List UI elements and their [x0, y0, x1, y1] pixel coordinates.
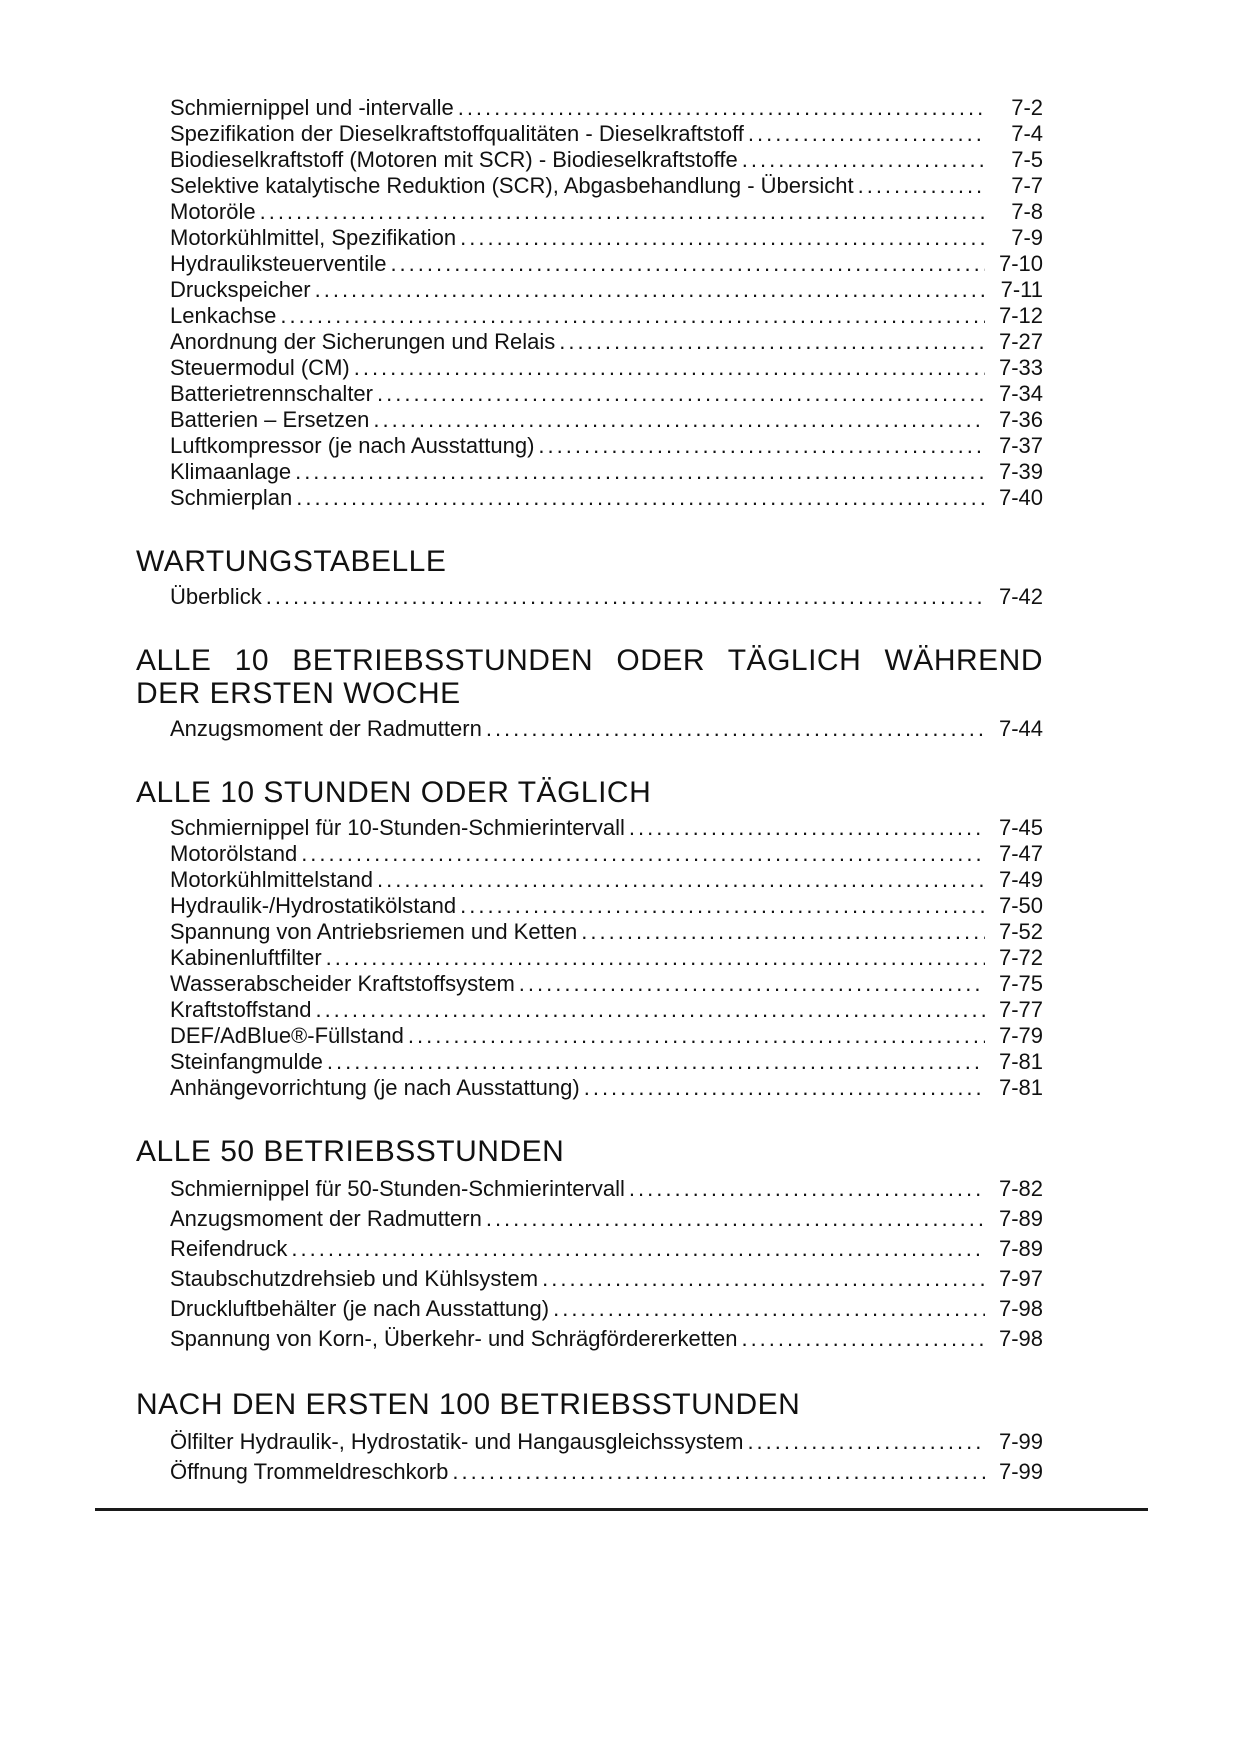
toc-entry — [136, 997, 1043, 1023]
toc-entry-title: Reifendruck — [170, 1236, 288, 1261]
dot-leader — [747, 1427, 985, 1457]
toc-entry-title: Luftkompressor (je nach Ausstattung) — [170, 433, 535, 458]
toc-entry-title: Motorölstand — [170, 841, 298, 866]
toc-entry — [136, 1023, 1043, 1049]
toc-entry-title: Anordnung der Sicherungen und Relais — [170, 329, 556, 354]
section-heading: ALLE 10 STUNDEN ODER TÄGLICH — [136, 776, 652, 809]
section-heading: ALLE 10 BETRIEBSSTUNDEN ODER TÄGLICH WÄHREND DER ERSTEN WOCHE — [136, 644, 1043, 710]
toc-entry-page-number: 7-40 — [998, 485, 1043, 510]
toc-entry-page-number: 7-5 — [1011, 147, 1043, 172]
toc-entry — [136, 199, 1043, 225]
dot-leader — [377, 867, 985, 893]
table-of-contents — [136, 95, 1043, 1487]
dot-leader — [748, 121, 985, 147]
toc-entry-title: Druckluftbehälter (je nach Ausstattung) — [170, 1296, 550, 1321]
toc-entry-page-number: 7-12 — [998, 303, 1043, 328]
dot-leader — [460, 225, 985, 251]
toc-entry — [136, 173, 1043, 199]
toc-entry-page-number: 7-8 — [1011, 199, 1043, 224]
dot-leader — [458, 95, 985, 121]
dot-leader — [373, 407, 985, 433]
toc-entry-title: Anzugsmoment der Radmuttern — [170, 716, 482, 741]
toc-entry-page-number: 7-2 — [1011, 95, 1043, 120]
toc-entry-page-number: 7-81 — [998, 1075, 1043, 1100]
toc-entry-page-number: 7-36 — [998, 407, 1043, 432]
toc-entry-page-number: 7-89 — [998, 1236, 1043, 1261]
toc-entry — [136, 584, 1043, 610]
toc-entry — [136, 1324, 1043, 1354]
toc-entry-title: Schmiernippel und -intervalle — [170, 95, 454, 120]
toc-entry-page-number: 7-75 — [998, 971, 1043, 996]
toc-entry-page-number: 7-79 — [998, 1023, 1043, 1048]
toc-entry-title: Lenkachse — [170, 303, 277, 328]
dot-leader — [315, 997, 985, 1023]
toc-entry-page-number: 7-97 — [998, 1266, 1043, 1291]
toc-entry — [136, 867, 1043, 893]
toc-entry-page-number: 7-98 — [998, 1296, 1043, 1321]
dot-leader — [538, 433, 985, 459]
toc-entry — [136, 971, 1043, 997]
toc-entry-title: Druckspeicher — [170, 277, 311, 302]
section-heading: WARTUNGSTABELLE — [136, 545, 447, 578]
toc-entry-page-number: 7-11 — [1000, 277, 1043, 302]
dot-leader — [542, 1264, 985, 1294]
toc-entry-title: Öffnung Trommeldreschkorb — [170, 1459, 449, 1484]
dot-leader — [559, 329, 985, 355]
toc-entry — [136, 815, 1043, 841]
toc-entry — [136, 1075, 1043, 1101]
toc-entry-title: Schmiernippel für 50-Stunden-Schmierintervall — [170, 1176, 625, 1201]
toc-entry-page-number: 7-49 — [998, 867, 1043, 892]
toc-entry — [136, 1049, 1043, 1075]
toc-entry — [136, 485, 1043, 511]
toc-entry — [136, 381, 1043, 407]
section-heading: NACH DEN ERSTEN 100 BETRIEBSSTUNDEN — [136, 1388, 801, 1421]
toc-entry-page-number: 7-37 — [998, 433, 1043, 458]
toc-entry — [136, 355, 1043, 381]
toc-entry-title: Batterietrennschalter — [170, 381, 373, 406]
dot-leader — [390, 251, 985, 277]
toc-entry — [136, 1234, 1043, 1264]
dot-leader — [858, 173, 985, 199]
toc-entry — [136, 1457, 1043, 1487]
toc-entry — [136, 407, 1043, 433]
toc-entry-page-number: 7-77 — [998, 997, 1043, 1022]
toc-entry-title: Überblick — [170, 584, 262, 609]
dot-leader — [629, 815, 985, 841]
toc-entry-title: Motorkühlmittel, Spezifikation — [170, 225, 457, 250]
toc-entry-page-number: 7-10 — [998, 251, 1043, 276]
toc-entry — [136, 277, 1043, 303]
toc-entry-title: Kraftstoffstand — [170, 997, 312, 1022]
dot-leader — [584, 1075, 985, 1101]
toc-entry-page-number: 7-44 — [998, 716, 1043, 741]
dot-leader — [280, 303, 985, 329]
toc-section — [136, 95, 1043, 511]
dot-leader — [581, 919, 985, 945]
toc-entry — [136, 303, 1043, 329]
toc-entry — [136, 1294, 1043, 1324]
toc-entry-page-number: 7-82 — [998, 1176, 1043, 1201]
toc-entry-page-number: 7-7 — [1011, 173, 1043, 198]
toc-entry-page-number: 7-42 — [998, 584, 1043, 609]
toc-entry — [136, 919, 1043, 945]
toc-entry-title: Batterien – Ersetzen — [170, 407, 370, 432]
toc-section — [136, 1135, 1043, 1354]
toc-entry-page-number: 7-99 — [998, 1459, 1043, 1484]
dot-leader — [408, 1023, 985, 1049]
dot-leader — [295, 459, 985, 485]
toc-entry-title: Spannung von Antriebsriemen und Ketten — [170, 919, 578, 944]
toc-entry — [136, 1204, 1043, 1234]
toc-entry-title: DEF/AdBlue®-Füllstand — [170, 1023, 404, 1048]
toc-entry-title: Motoröle — [170, 199, 256, 224]
dot-leader — [377, 381, 985, 407]
dot-leader — [452, 1457, 985, 1487]
dot-leader — [327, 1049, 985, 1075]
toc-entry-title: Wasserabscheider Kraftstoffsystem — [170, 971, 515, 996]
toc-section — [136, 545, 1043, 610]
toc-entry — [136, 1264, 1043, 1294]
toc-entry-title: Kabinenluftfilter — [170, 945, 322, 970]
toc-section — [136, 644, 1043, 742]
toc-entry — [136, 225, 1043, 251]
toc-entry-page-number: 7-89 — [998, 1206, 1043, 1231]
dot-leader — [326, 945, 985, 971]
toc-entry — [136, 329, 1043, 355]
toc-section — [136, 776, 1043, 1101]
toc-entry — [136, 841, 1043, 867]
toc-entry-title: Hydraulik-/Hydrostatikölstand — [170, 893, 457, 918]
dot-leader — [629, 1174, 985, 1204]
toc-entry-page-number: 7-99 — [998, 1429, 1043, 1454]
toc-entry — [136, 95, 1043, 121]
toc-entry — [136, 893, 1043, 919]
dot-leader — [354, 355, 985, 381]
toc-entry-title: Selektive katalytische Reduktion (SCR), Abgasbehandlung - Übersicht — [170, 173, 854, 198]
toc-entry — [136, 433, 1043, 459]
dot-leader — [519, 971, 985, 997]
toc-entry-page-number: 7-50 — [998, 893, 1043, 918]
toc-entry-title: Steinfangmulde — [170, 1049, 323, 1074]
toc-entry-title: Schmierplan — [170, 485, 293, 510]
dot-leader — [266, 584, 985, 610]
toc-entry-page-number: 7-98 — [998, 1326, 1043, 1351]
toc-entry-title: Spezifikation der Dieselkraftstoffqualitäten - Dieselkraftstoff — [170, 121, 744, 146]
toc-entry-title: Steuermodul (CM) — [170, 355, 350, 380]
toc-entry-title: Biodieselkraftstoff (Motoren mit SCR) - Biodieselkraftstoffe — [170, 147, 738, 172]
toc-entry-title: Hydrauliksteuerventile — [170, 251, 387, 276]
toc-entry-page-number: 7-39 — [998, 459, 1043, 484]
footer-rule — [95, 1508, 1148, 1511]
toc-entry-title: Anzugsmoment der Radmuttern — [170, 1206, 482, 1231]
toc-entry-title: Schmiernippel für 10-Stunden-Schmierintervall — [170, 815, 625, 840]
dot-leader — [301, 841, 985, 867]
dot-leader — [460, 893, 985, 919]
toc-entry — [136, 147, 1043, 173]
toc-entry-title: Anhängevorrichtung (je nach Ausstattung) — [170, 1075, 580, 1100]
toc-entry-page-number: 7-27 — [998, 329, 1043, 354]
dot-leader — [291, 1234, 985, 1264]
toc-section — [136, 1388, 1043, 1487]
dot-leader — [315, 277, 985, 303]
toc-entry-page-number: 7-81 — [998, 1049, 1043, 1074]
toc-entry-title: Ölfilter Hydraulik-, Hydrostatik- und Hangausgleichssystem — [170, 1429, 744, 1454]
dot-leader — [260, 199, 985, 225]
toc-entry-page-number: 7-52 — [998, 919, 1043, 944]
toc-entry-title: Motorkühlmittelstand — [170, 867, 373, 892]
toc-entry-title: Spannung von Korn-, Überkehr- und Schrägfördererketten — [170, 1326, 738, 1351]
dot-leader — [486, 1204, 985, 1234]
toc-entry-page-number: 7-72 — [998, 945, 1043, 970]
toc-entry — [136, 945, 1043, 971]
toc-entry-page-number: 7-45 — [998, 815, 1043, 840]
dot-leader — [486, 716, 985, 742]
toc-entry-title: Klimaanlage — [170, 459, 292, 484]
toc-entry — [136, 459, 1043, 485]
toc-entry-page-number: 7-47 — [998, 841, 1043, 866]
toc-entry-title: Staubschutzdrehsieb und Kühlsystem — [170, 1266, 539, 1291]
toc-entry — [136, 251, 1043, 277]
toc-entry-page-number: 7-4 — [1011, 121, 1043, 146]
dot-leader — [741, 1324, 985, 1354]
toc-entry — [136, 716, 1043, 742]
toc-entry — [136, 1427, 1043, 1457]
toc-entry — [136, 121, 1043, 147]
toc-entry-page-number: 7-33 — [998, 355, 1043, 380]
section-heading: ALLE 50 BETRIEBSSTUNDEN — [136, 1135, 565, 1168]
toc-entry-page-number: 7-9 — [1011, 225, 1043, 250]
toc-entry-page-number: 7-34 — [998, 381, 1043, 406]
dot-leader — [296, 485, 985, 511]
dot-leader — [742, 147, 985, 173]
toc-entry — [136, 1174, 1043, 1204]
dot-leader — [553, 1294, 985, 1324]
